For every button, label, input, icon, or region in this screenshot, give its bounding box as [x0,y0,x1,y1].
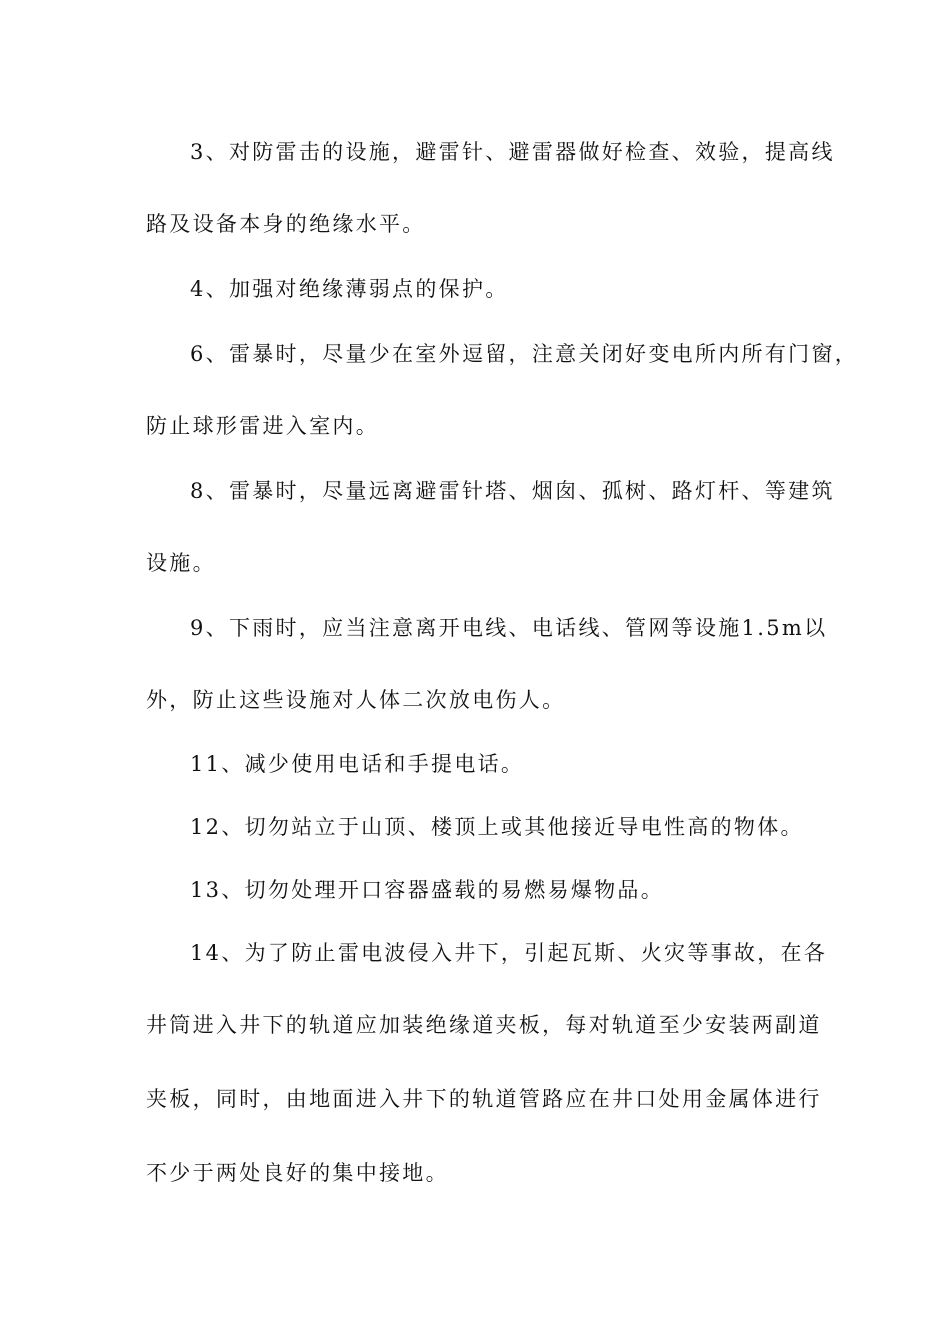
item-12-line-1: 12、切勿站立于山顶、楼顶上或其他接近导电性高的物体。 [190,815,804,839]
item-3-line-2: 路及设备本身的绝缘水平。 [146,212,426,236]
item-9-line-1: 9、下雨时，应当注意离开电线、电话线、管网等设施1.5m以 [190,616,828,640]
item-13-line-1: 13、切勿处理开口容器盛载的易燃易爆物品。 [190,878,665,902]
item-8-line-1: 8、雷暴时，尽量远离避雷针塔、烟囱、孤树、路灯杆、等建筑 [190,479,835,503]
item-14-line-2: 井筒进入井下的轨道应加装绝缘道夹板，每对轨道至少安装两副道 [146,1013,822,1037]
item-6-line-2: 防止球形雷进入室内。 [146,414,379,438]
item-14-line-1: 14、为了防止雷电波侵入井下，引起瓦斯、火灾等事故，在各 [190,941,828,965]
item-11-line-1: 11、减少使用电话和手提电话。 [190,752,525,776]
item-8-line-2: 设施。 [146,551,216,575]
item-6-line-1: 6、雷暴时，尽量少在室外逗留，注意关闭好变电所内所有门窗， [190,342,859,366]
item-9-line-2: 外，防止这些设施对人体二次放电伤人。 [146,688,566,712]
item-4-line-1: 4、加强对绝缘薄弱点的保护。 [190,277,509,301]
item-14-line-3: 夹板，同时，由地面进入井下的轨道管路应在井口处用金属体进行 [146,1087,822,1111]
item-14-line-4: 不少于两处良好的集中接地。 [146,1161,449,1185]
item-3-line-1: 3、对防雷击的设施，避雷针、避雷器做好检查、效验，提高线 [190,140,835,164]
